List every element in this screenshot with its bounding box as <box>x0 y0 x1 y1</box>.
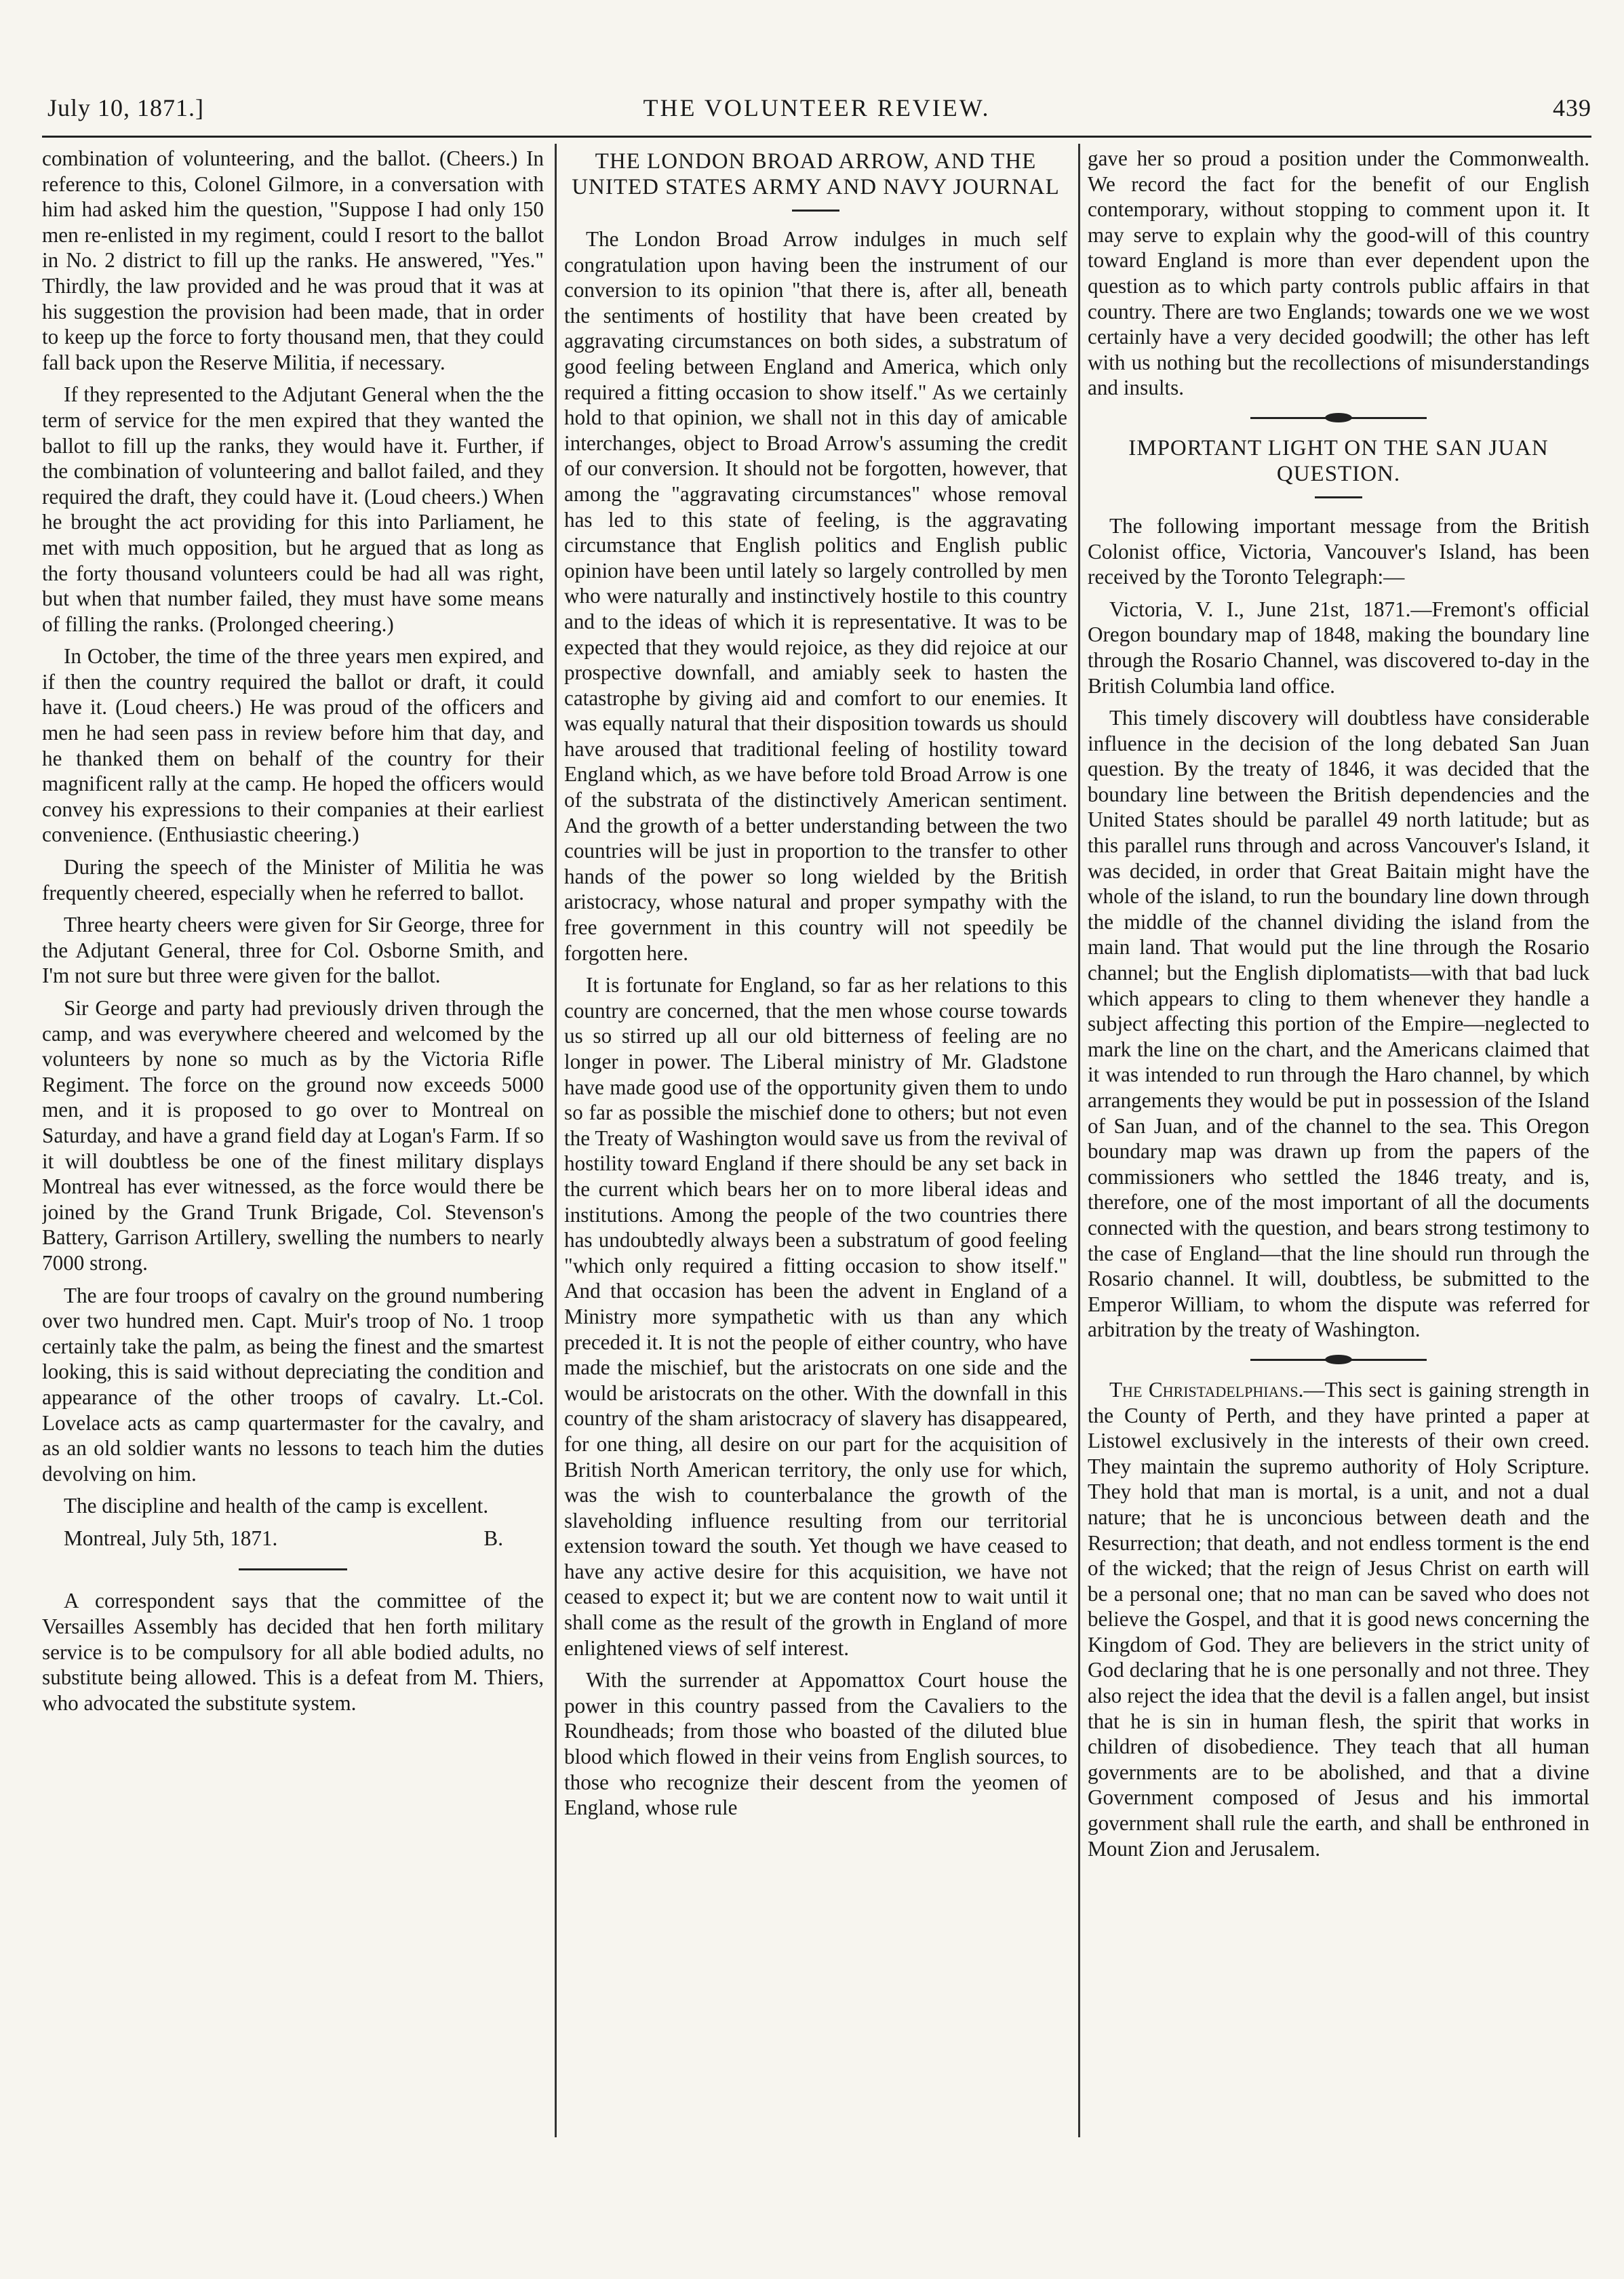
publication-title: THE VOLUNTEER REVIEW. <box>643 94 991 121</box>
paragraph: combination of volunteering, and the ballot. (Cheers.) In reference to this, Colonel Gilmore, in a conversation with him had asked him the question, "Suppose I had only 150 men re-enlisted in my regiment, could I resort to the ballot in No. 2 district to fill up the ranks. He answered, "Yes." Thirdly, the law provided and he was proud that it was at his suggestion the provision had been made, that in order to keep up the force to forty thousand men, that they could fall back upon the Reserve Militia, if necessary. <box>42 146 544 374</box>
paragraph: Three hearty cheers were given for Sir George, three for the Adjutant General, three for Col. Osborne Smith, and I'm not sure but three were given for the ballot. <box>42 913 544 988</box>
separator-rule <box>239 1568 347 1570</box>
column-left <box>42 146 544 2123</box>
column-divider <box>1078 144 1080 2137</box>
ornamental-separator <box>1250 1359 1427 1361</box>
ornamental-separator <box>1250 417 1427 419</box>
dateline-signature <box>42 1526 544 1551</box>
dateline: Montreal, July 5th, 1871. <box>64 1526 278 1550</box>
paragraph: If they represented to the Adjutant General when the the term of service for the men expired that they wanted the ballot to fill up the ranks, they would have it. Further, if the combination of volunteering and ballot failed, and they required the draft, they could have it. (Loud cheers.) When he brought the act providing for this into Parliament, he met with much opposition, but he argued that as long as the forty thousand volunteers could be had all was right, but when that number failed, they must have some means of filling the ranks. (Prolonged cheering.) <box>42 382 544 636</box>
paragraph: Victoria, V. I., June 21st, 1871.—Fremont's official Oregon boundary map of 1848, making the boundary line through the Rosario Channel, was discovered to-day in the British Columbia land office. <box>1088 597 1589 698</box>
paragraph: The are four troops of cavalry on the ground numbering over two hundred men. Capt. Muir's troop of No. 1 troop certainly take the palm, as being the finest and the smartest looking, this is said without depreciating the condition and appearance of the other troops of cavalry. Lt.-Col. Lovelace acts as camp quartermaster for the cavalry, and as an old soldier wants no lessons to teach him the duties devolving on him. <box>42 1283 544 1486</box>
author-initial: B. <box>483 1526 503 1550</box>
column-right <box>1088 146 1589 2123</box>
heading-rule <box>792 210 839 212</box>
paragraph: During the speech of the Minister of Militia he was frequently cheered, especially when he referred to ballot. <box>42 855 544 905</box>
article-heading: THE LONDON BROAD ARROW, AND THE UNITED STATES ARMY AND NAVY JOURNAL <box>572 149 1060 199</box>
paragraph: With the surrender at Appomattox Court house the power in this country passed from the Cavaliers to the Roundheads; from those who boasted of the diluted blue blood which flowed in their veins from English sources, to those who recognize their descent from the yeomen of England, whose rule <box>564 1668 1067 1820</box>
paragraph: A correspondent says that the committee of the Versailles Assembly has decided that hen forth military service is to be compulsory for all able bodied adults, no substitute being allowed. This is a defeat from M. Thiers, who advocated the substitute system. <box>42 1589 544 1715</box>
paragraph: It is fortunate for England, so far as her relations to this country are concerned, that the men whose course towards us so stirred up all our old bitterness of feeling are no longer in power. The Liberal ministry of Mr. Gladstone have made good use of the opportunity given them to undo so far as possible the mischief done to others; but not even the Treaty of Washington would save us from the revival of hostility toward England if there should be any set back in the current which bears her on to more liberal ideas and institutions. Among the people of the two countries there has undoubtedly always been a substratum of good feeling "which only required a fitting occasion to show itself." And that occasion has been the advent in England of a Ministry more sympathetic with us than any which preceded it. It is not the people of either country, who have made the mischief, but the aristocrats on one side and the would be aristocrats on the other. With the downfall in this country of the sham aristocracy of slavery has disappeared, for one thing, all desire on our part for the acquisition of British North American territory, the only use for which, was the wish to counterbalance the growth of the slaveholding influence resulting from our territorial extension toward the south. Yet though we have ceased to have any active desire for this acquisition, we have not ceased to expect it; but we are content now to wait until it shall come as the result of the growth in England of more enlightened views of self interest. <box>564 973 1067 1660</box>
article-heading: IMPORTANT LIGHT ON THE SAN JUAN QUESTION. <box>1128 435 1549 486</box>
page-number: 439 <box>1553 94 1591 121</box>
paragraph: gave her so proud a position under the Commonwealth. We record the fact for the benefit of our English contemporary, without stopping to comment upon it. It may serve to explain why the good-will of this country toward England is more than ever dependent upon the question as to which party controls public affairs in that country. There are two Englands; towards one we we wost certainly have a very decided goodwill; the other has left with us nothing but the recollections of misunderstandings and insults. <box>1088 146 1589 400</box>
paragraph-lead: The Christadelphians. <box>1109 1377 1304 1402</box>
column-middle <box>564 146 1067 2123</box>
paragraph: The discipline and health of the camp is excellent. <box>64 1494 489 1518</box>
running-header <box>42 94 1591 132</box>
header-date: July 10, 1871.] <box>47 94 204 121</box>
paragraph: The following important message from the British Colonist office, Victoria, Vancouver's Island, has been received by the Toronto Telegraph:— <box>1088 513 1589 589</box>
paragraph <box>1088 1377 1589 1861</box>
paragraph: This timely discovery will doubtless have considerable influence in the decision of the long debated San Juan question. By the treaty of 1846, it was decided that the boundary line between the British dependencies and the United States should be parallel 49 north latitude; but as this parallel runs through and across Vancouver's Island, it was decided, in order that Great Baitain might have the whole of the island, to run the boundary line down through the middle of the channel dividing the island from the main land. That would put the line through the Rosario channel; but the English diplomatists—with that bad luck which appears to cling to them whenever they handle a subject affecting this portion of the Empire—neglected to mark the line on the chart, and the Americans claimed that it was intended to run through the Haro channel, by which arrangements they would be put in possession of the Island of San Juan, and of the channel to the sea. This Oregon boundary map was drawn up from the papers of the commissioners who settled the 1846 treaty, and is, therefore, one of the most important of all the documents connected with the question, and bears strong testimony to the case of England—that the line should run through the Rosario channel. It will, doubtless, be submitted to the Emperor William, to whom the dispute was referred for arbitration by the treaty of Washington. <box>1088 706 1589 1342</box>
column-divider <box>555 144 557 2137</box>
paragraph: The London Broad Arrow indulges in much self congratulation upon having been the instrument of our conversion to its opinion "that there is, after all, beneath the sentiments of hostility that have been created by aggravating circumstances on both sides, a substratum of good feeling between England and America, which only required a fitting occasion to show itself." As we certainly hold to that opinion, we shall not in this day of amicable interchanges, object to Broad Arrow's assuming the credit of our conversion. It should not be forgotten, however, that among the "aggravating circumstances" whose removal has led to this state of feeling, is the aggravating circumstance that English politics and English public opinion have been until lately so largely controlled by men who were naturally and instinctively hostile to this country and to the ideas of which it is representative. It was to be expected that they would rejoice, as they did rejoice at our prospective downfall, and amiably seek to hasten the catastrophe by giving aid and comfort to our enemies. It was equally natural that their disposition towards us should have aroused that traditional feeling of hostility toward England which, as we have before told Broad Arrow is one of the substrata of the distinctively American sentiment. And the growth of a better understanding between the two countries will be just in proportion to the transfer to other hands of the power so long wielded by the British aristocracy, whose natural and proper sympathy with the free government in this country will not speedily be forgotten here. <box>564 227 1067 965</box>
paragraph: Sir George and party had previously driven through the camp, and was everywhere cheered and welcomed by the volunteers by none so much as by the Victoria Rifle Regiment. The force on the ground now exceeds 5000 men, and it is proposed to go over to Montreal on Saturday, and have a grand field day at Logan's Farm. If so it will doubtless be one of the finest military displays Montreal has ever witnessed, as the force would there be joined by the Grand Trunk Brigade, Col. Stevenson's Battery, Garrison Artillery, swelling the numbers to nearly 7000 strong. <box>42 996 544 1275</box>
header-rule <box>42 136 1591 141</box>
heading-rule <box>1315 496 1362 498</box>
paragraph: In October, the time of the three years men expired, and if then the country required the ballot or draft, it could have it. (Loud cheers.) He was proud of the officers and men he had seen pass in review before him that day, and he thanked them on behalf of the country for their magnificent rally at the camp. He hoped the officers would convey his expressions to their companies at their earliest convenience. (Enthusiastic cheering.) <box>42 644 544 847</box>
paragraph-body: —This sect is gaining strength in the County of Perth, and they have printed a paper at Listowel exclusively in the interests of their own creed. They maintain the supremo authority of Holy Scripture. They hold that man is mortal, is a unit, and not a dual nature; that he is unconcious between death and the Resurrection; that death, and not endless torment is the end of the wicked; that the reign of Jesus Christ on earth will be a personal one; that no man can be saved who does not believe the Gospel, and that it is good news concerning the Kingdom of God. They are believers in the strict unity of God declaring that he is one personally and not three. They also reject the idea that the devil is a fallen angel, but insist that he is sin in human flesh, the spirit that works in children of disobedience. They teach that all human governments are to be abolished, and that a divine Government composed of Jesus and his immortal government shall rule the earth, and shall be enthroned in Mount Zion and Jerusalem. <box>1088 1377 1589 1861</box>
